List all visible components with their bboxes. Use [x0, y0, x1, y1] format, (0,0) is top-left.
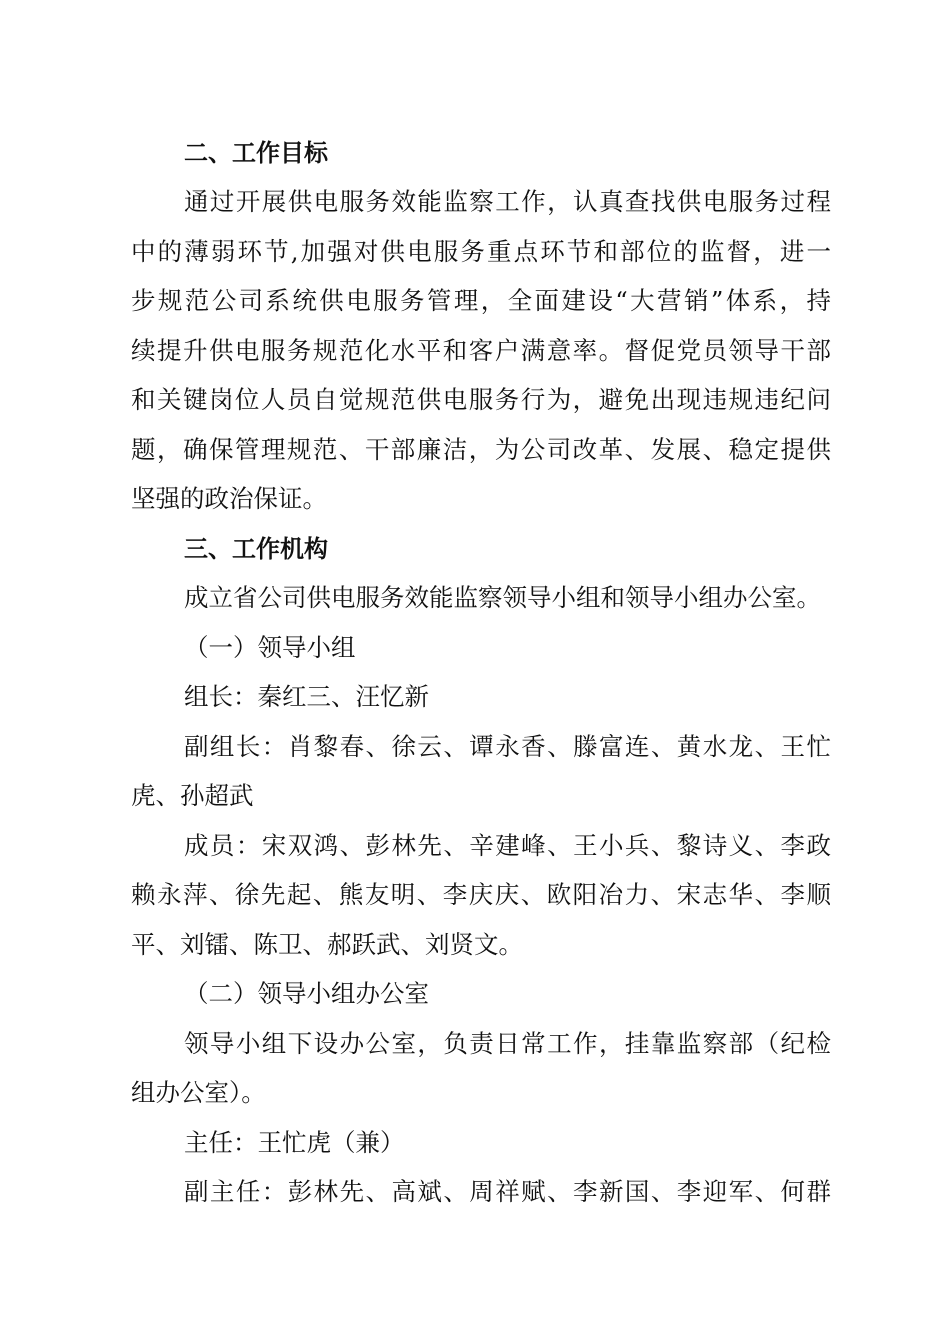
office-description-line: 领导小组下设办公室，负责日常工作，挂靠监察部（纪检 [184, 1029, 831, 1058]
paragraph-line: 题，确保管理规范、干部廉洁，为公司改革、发展、稳定提供 [131, 435, 831, 464]
subsection-title-group-office: （二）领导小组办公室 [184, 979, 429, 1008]
member-line: 赖永萍、徐先起、熊友明、李庆庆、欧阳冶力、宋志华、李顺 [131, 880, 831, 909]
subsection-title-leading-group: （一）领导小组 [184, 633, 356, 662]
paragraph-line: 续提升供电服务规范化水平和客户满意率。督促党员领导干部 [131, 336, 831, 365]
deputy-leader-line: 虎、孙超武 [131, 781, 254, 810]
paragraph-line: 步规范公司系统供电服务管理，全面建设“大营销”体系，持 [131, 286, 831, 315]
office-director-line: 主任：王忙虎（兼） [184, 1128, 405, 1157]
paragraph-line: 和关键岗位人员自觉规范供电服务行为，避免出现违规违纪问 [131, 385, 831, 414]
paragraph-line: 成立省公司供电服务效能监察领导小组和领导小组办公室。 [184, 583, 821, 612]
deputy-leader-line: 副组长：肖黎春、徐云、谭永香、滕富连、黄水龙、王忙 [184, 732, 831, 761]
paragraph-line: 坚强的政治保证。 [131, 484, 327, 513]
office-deputy-director-line: 副主任：彭林先、高斌、周祥赋、李新国、李迎军、何群 [184, 1177, 831, 1206]
section-heading-work-organization: 三、工作机构 [184, 535, 328, 563]
paragraph-line: 中的薄弱环节,加强对供电服务重点环节和部位的监督，进一 [131, 237, 831, 266]
section-heading-work-goals: 二、工作目标 [184, 139, 328, 167]
group-leader-line: 组长：秦红三、汪忆新 [184, 682, 429, 711]
paragraph-line: 通过开展供电服务效能监察工作，认真查找供电服务过程 [184, 187, 831, 216]
member-line: 平、刘镭、陈卫、郝跃武、刘贤文。 [131, 930, 523, 959]
member-line: 成员：宋双鸿、彭林先、辛建峰、王小兵、黎诗义、李政 [184, 831, 831, 860]
office-description-line: 组办公室）。 [131, 1078, 266, 1107]
